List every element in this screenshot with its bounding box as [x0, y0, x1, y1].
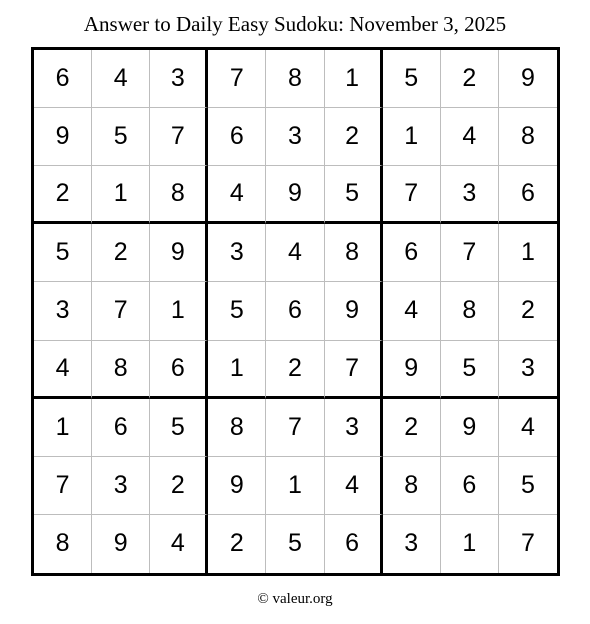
puzzle-title: Answer to Daily Easy Sudoku: November 3, 2025 — [83, 12, 507, 36]
sudoku-cell[interactable]: 3 — [150, 50, 208, 108]
sudoku-cell[interactable]: 7 — [520, 529, 535, 558]
sudoku-cell[interactable]: 7 — [150, 108, 208, 166]
sudoku-grid — [31, 47, 560, 576]
sudoku-cell[interactable]: 5 — [325, 166, 383, 224]
sudoku-cell[interactable]: 1 — [441, 515, 499, 573]
sudoku-cell[interactable]: 2 — [325, 108, 383, 166]
sudoku-cell[interactable]: 2 — [34, 166, 92, 224]
sudoku-cell[interactable]: 2 — [92, 224, 150, 282]
sudoku-cell[interactable]: 6 — [208, 108, 266, 166]
sudoku-cell[interactable]: 8 — [266, 50, 324, 108]
sudoku-cell[interactable]: 4 — [325, 457, 383, 515]
sudoku-cell[interactable]: 2 — [499, 282, 557, 340]
sudoku-cell[interactable]: 2 — [441, 50, 499, 108]
sudoku-cell[interactable]: 7 — [441, 224, 499, 282]
sudoku-cell[interactable]: 8 — [499, 108, 557, 166]
sudoku-cell[interactable]: 4 — [208, 166, 266, 224]
sudoku-cell[interactable]: 9 — [499, 50, 557, 108]
sudoku-cell[interactable]: 2 — [208, 515, 266, 573]
sudoku-cell[interactable]: 3 — [325, 399, 383, 457]
sudoku-cell[interactable]: 4 — [383, 282, 441, 340]
sudoku-cell[interactable]: 5 — [441, 341, 499, 399]
sudoku-cell[interactable]: 4 — [499, 399, 557, 457]
sudoku-cell[interactable]: 8 — [150, 166, 208, 224]
sudoku-cell[interactable]: 4 — [266, 224, 324, 282]
sudoku-cell[interactable]: 2 — [266, 341, 324, 399]
sudoku-cell[interactable]: 4 — [441, 108, 499, 166]
sudoku-cell[interactable]: 1 — [150, 282, 208, 340]
sudoku-cell[interactable]: 5 — [92, 108, 150, 166]
sudoku-cell[interactable]: 3 — [92, 457, 150, 515]
sudoku-cell[interactable]: 8 — [383, 457, 441, 515]
sudoku-cell[interactable]: 3 — [208, 224, 266, 282]
sudoku-cell[interactable]: 2 — [383, 399, 441, 457]
sudoku-cell[interactable]: 1 — [325, 50, 383, 108]
sudoku-cell[interactable]: 1 — [208, 341, 266, 399]
sudoku-cell[interactable]: 9 — [34, 108, 92, 166]
sudoku-cell[interactable]: 4 — [92, 50, 150, 108]
sudoku-cell[interactable]: 6 — [325, 515, 383, 573]
sudoku-cell[interactable]: 5 — [383, 50, 441, 108]
sudoku-cell[interactable]: 2 — [150, 457, 208, 515]
sudoku-cell[interactable]: 5 — [266, 515, 324, 573]
sudoku-cell[interactable]: 3 — [383, 515, 441, 573]
sudoku-cell[interactable]: 7 — [266, 399, 324, 457]
sudoku-cell[interactable]: 4 — [150, 515, 208, 573]
sudoku-cell[interactable]: 8 — [92, 341, 150, 399]
sudoku-cell[interactable]: 7 — [34, 457, 92, 515]
sudoku-cell[interactable]: 6 — [266, 282, 324, 340]
sudoku-cell[interactable]: 5 — [499, 457, 557, 515]
sudoku-cell[interactable]: 5 — [150, 399, 208, 457]
sudoku-cell[interactable]: 1 — [499, 224, 557, 282]
sudoku-cell[interactable]: 4 — [34, 341, 92, 399]
sudoku-cell[interactable]: 9 — [92, 515, 150, 573]
sudoku-cell[interactable]: 1 — [383, 108, 441, 166]
sudoku-cell[interactable]: 9 — [150, 224, 208, 282]
sudoku-cell[interactable]: 7 — [92, 282, 150, 340]
sudoku-cell[interactable]: 9 — [441, 399, 499, 457]
sudoku-cell[interactable]: 6 — [150, 341, 208, 399]
sudoku-cell[interactable]: 8 — [208, 399, 266, 457]
copyright-footer: © valeur.org — [257, 591, 333, 607]
sudoku-cell[interactable]: 8 — [34, 515, 92, 573]
sudoku-cell[interactable]: 6 — [92, 399, 150, 457]
sudoku-cell[interactable]: 6 — [499, 166, 557, 224]
sudoku-cell[interactable]: 3 — [499, 341, 557, 399]
sudoku-cell[interactable]: 7 — [325, 341, 383, 399]
sudoku-cell[interactable]: 7 — [383, 166, 441, 224]
sudoku-cell[interactable]: 6 — [34, 50, 92, 108]
sudoku-cell[interactable]: 9 — [383, 341, 441, 399]
sudoku-cell[interactable]: 3 — [34, 282, 92, 340]
sudoku-cell[interactable]: 7 — [208, 50, 266, 108]
sudoku-cell[interactable]: 6 — [383, 224, 441, 282]
sudoku-cell[interactable]: 6 — [441, 457, 499, 515]
sudoku-cell[interactable]: 5 — [34, 224, 92, 282]
sudoku-cell[interactable]: 3 — [441, 166, 499, 224]
sudoku-cell[interactable]: 9 — [325, 282, 383, 340]
sudoku-cell[interactable]: 1 — [34, 399, 92, 457]
sudoku-cell[interactable]: 3 — [266, 108, 324, 166]
sudoku-cell[interactable]: 1 — [92, 166, 150, 224]
sudoku-cell[interactable]: 8 — [441, 282, 499, 340]
sudoku-cell[interactable]: 5 — [208, 282, 266, 340]
sudoku-cell[interactable]: 8 — [325, 224, 383, 282]
sudoku-cell[interactable]: 9 — [208, 457, 266, 515]
sudoku-cell[interactable]: 1 — [266, 457, 324, 515]
sudoku-cell[interactable]: 9 — [266, 166, 324, 224]
